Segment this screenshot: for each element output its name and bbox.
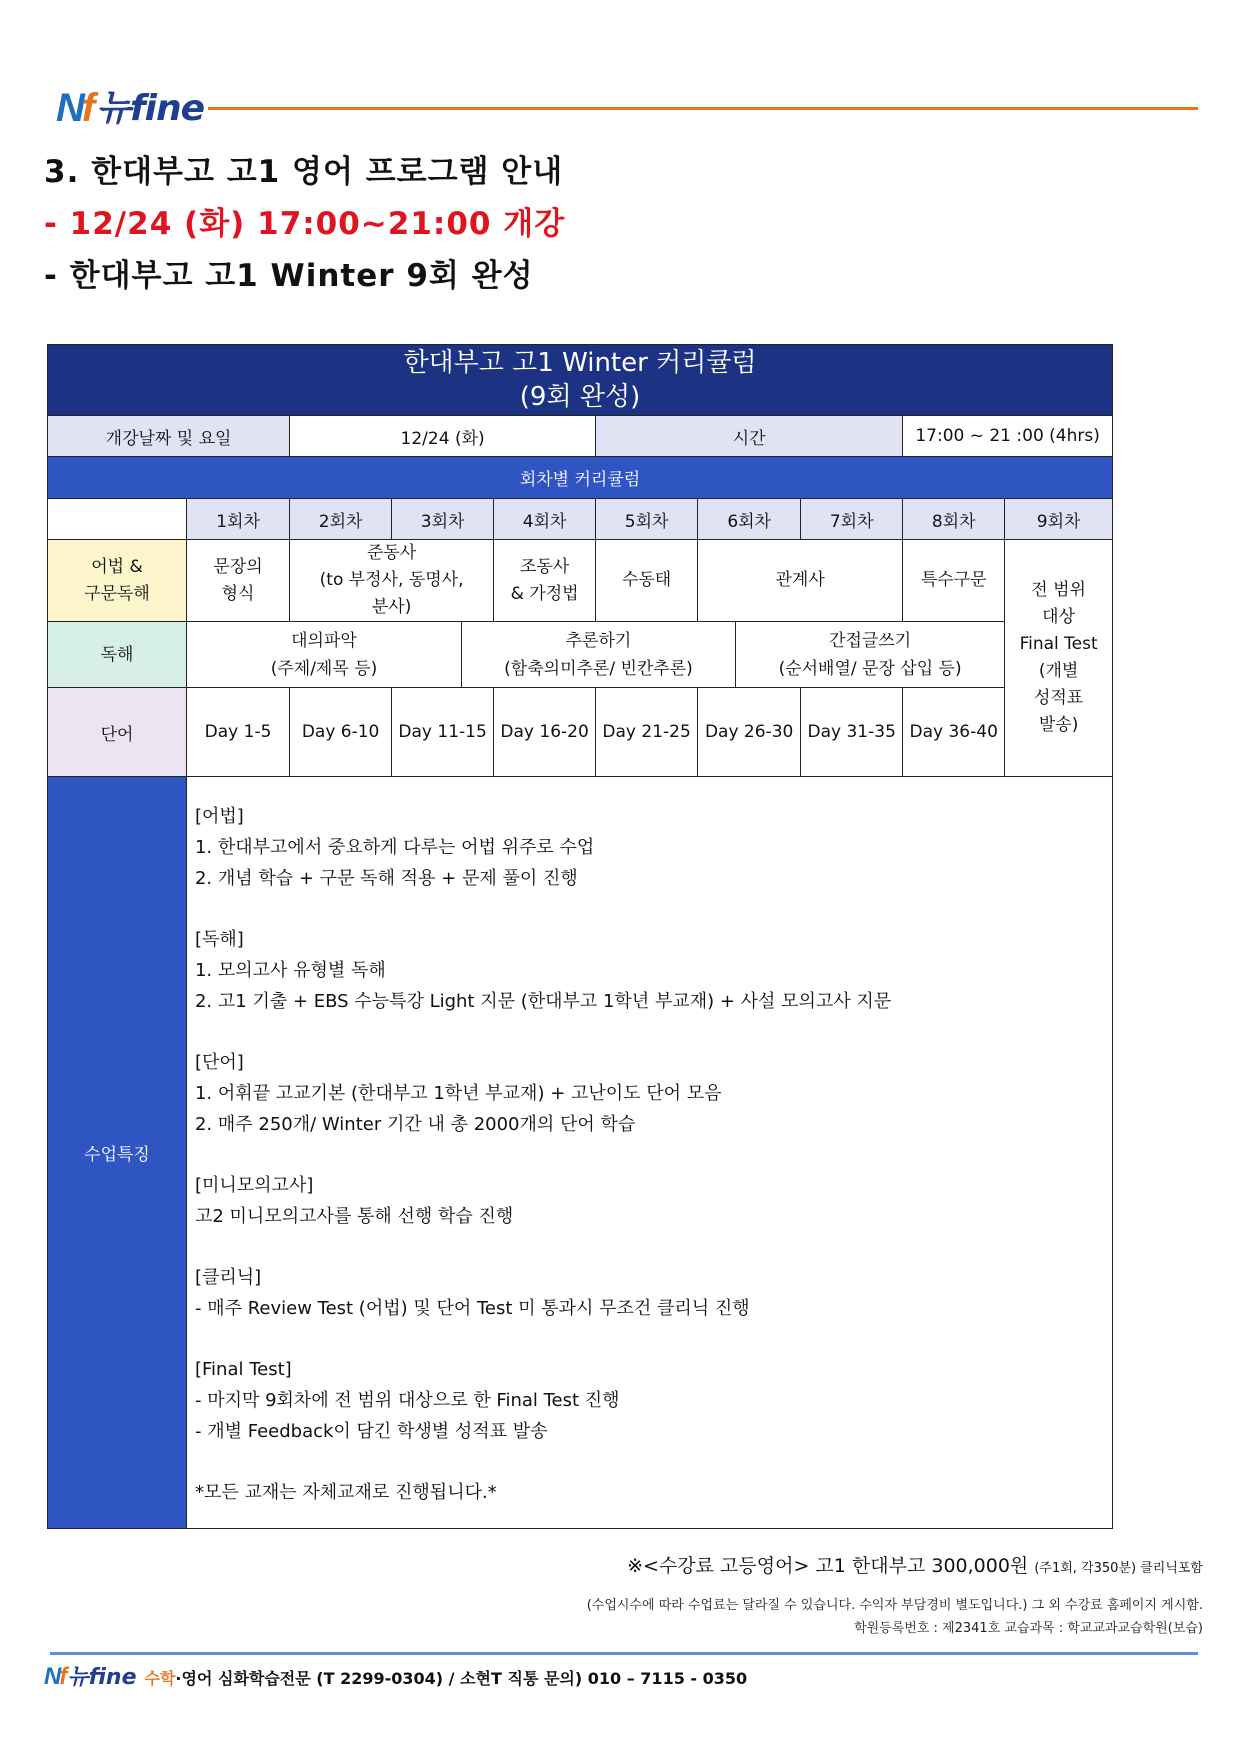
- features-vocab-heading: [단어]: [194, 1052, 244, 1073]
- features-clinic-item: - 매주 Review Test (어법) 및 단어 Test 미 통과시 무조건 클리닉 진행: [194, 1298, 750, 1319]
- features-content: [186, 777, 1112, 1529]
- final-line2: 대상: [1042, 607, 1076, 627]
- reading-b-line2: (함축의미추론/ 빈칸추론): [504, 658, 693, 679]
- round-header: 3회차: [392, 499, 494, 540]
- grammar-round1-line1: 문장의: [213, 556, 263, 577]
- grammar-round4: [494, 540, 596, 622]
- grammar-round5: 수동태: [596, 540, 698, 622]
- features-vocab-item: 2. 매주 250개/ Winter 기간 내 총 2000개의 단어 학습: [194, 1114, 636, 1135]
- reading-a-line1: 대의파악: [291, 630, 357, 651]
- vocab-day-range: Day 1-5: [186, 688, 289, 777]
- vocab-day-range: Day 11-15: [392, 688, 494, 777]
- grammar-row-label: [48, 540, 187, 622]
- tuition-note: (수업시수에 따라 수업료는 달라질 수 있습니다. 수익자 부담경비 별도입니다.) 그 외 수강료 홈페이지 게시함.: [586, 1598, 1203, 1613]
- round-header: 6회차: [698, 499, 801, 540]
- rounds-corner-cell: [48, 499, 187, 540]
- round-header: 2회차: [290, 499, 392, 540]
- spacer: [195, 1232, 1104, 1262]
- vocab-day-range: Day 36-40: [903, 688, 1005, 777]
- final-line5: 성적표: [1033, 688, 1084, 708]
- registration-note: 학원등록번호 : 제2341호 교습과목 : 학교교과교습학원(보습): [854, 1621, 1203, 1636]
- round-header: 9회차: [1005, 499, 1113, 540]
- round-header: 4회차: [494, 499, 596, 540]
- grammar-label-line1: 어법 &: [91, 556, 143, 577]
- footer-logo-mark-f: f: [59, 1663, 66, 1690]
- start-date-value: 12/24 (화): [290, 416, 596, 457]
- vocab-day-range: Day 26-30: [698, 688, 801, 777]
- features-clinic-heading: [클리닉]: [194, 1267, 262, 1288]
- final-line1: 전 범위: [1031, 580, 1086, 600]
- grammar-round1-line2: 형식: [221, 583, 255, 604]
- reading-c-line1: 간접글쓰기: [829, 630, 912, 651]
- final-line6: 발송): [1038, 715, 1079, 735]
- features-grammar-item: 2. 개념 학습 + 구문 독해 적용 + 문제 풀이 진행: [194, 868, 578, 889]
- reading-group-indirect-writing: [736, 622, 1004, 687]
- features-final-item: - 마지막 9회차에 전 범위 대상으로 한 Final Test 진행: [194, 1390, 620, 1411]
- tuition-fee-detail: (주1회, 각350분) 클리닉포함: [1034, 1561, 1203, 1576]
- curriculum-title-line1: 한대부고 고1 Winter 커리큘럼: [403, 348, 757, 378]
- features-reading-item: 1. 모의고사 유형별 독해: [194, 960, 386, 981]
- time-value: 17:00 ~ 21 :00 (4hrs): [903, 416, 1113, 457]
- features-final-heading: [Final Test]: [194, 1359, 292, 1380]
- grammar-round4-line2: & 가정법: [510, 583, 579, 604]
- curriculum-table: [47, 344, 1113, 1529]
- features-final-item: - 개별 Feedback이 담긴 학생별 성적표 발송: [194, 1421, 548, 1442]
- vocab-day-range: Day 16-20: [494, 688, 596, 777]
- footer-contact: [145, 1666, 748, 1689]
- features-grammar-item: 1. 한대부고에서 중요하게 다루는 어법 위주로 수업: [194, 837, 595, 858]
- schedule-subtitle: - 12/24 (화) 17:00~21:00 개강: [44, 206, 566, 242]
- final-line3: Final Test: [1019, 634, 1098, 654]
- grammar-round1: [186, 540, 289, 622]
- round-header: 8회차: [903, 499, 1005, 540]
- spacer: [195, 1447, 1104, 1477]
- spacer: [195, 894, 1104, 924]
- vocab-day-range: Day 6-10: [290, 688, 392, 777]
- footer-contact-text: ·영어 심화학습전문 (T 2299-0304) / 소현T 직통 문의) 010 – 7115 - 0350: [175, 1669, 748, 1688]
- curriculum-title: [48, 345, 1113, 416]
- logo-mark-n: N: [56, 86, 82, 130]
- grammar-round6-7: 관계사: [698, 540, 903, 622]
- curriculum-title-line2: (9회 완성): [519, 382, 641, 412]
- reading-c-line2: (순서배열/ 문장 삽입 등): [778, 658, 962, 679]
- round-header: 1회차: [186, 499, 289, 540]
- reading-b-line1: 추론하기: [565, 630, 632, 651]
- grammar-round2-3: [290, 540, 494, 622]
- round-curriculum-header: 회차별 커리큘럼: [48, 457, 1113, 499]
- footer-divider: [50, 1652, 1198, 1655]
- features-row-label: 수업특징: [48, 777, 187, 1529]
- footer: [44, 1660, 747, 1691]
- features-vocab-item: 1. 어휘끝 고교기본 (한대부고 1학년 부교재) + 고난이도 단어 모음: [194, 1083, 722, 1104]
- footer-logo-text: 뉴fine: [67, 1665, 137, 1690]
- program-subtitle: - 한대부고 고1 Winter 9회 완성: [44, 258, 534, 294]
- grammar-round23-line3: 분사): [371, 597, 412, 617]
- reading-group-inference: [462, 622, 736, 687]
- reading-a-line2: (주제/제목 등): [270, 658, 378, 679]
- tuition-fee: [627, 1551, 1203, 1578]
- spacer: [195, 1140, 1104, 1170]
- start-date-label: 개강날짜 및 요일: [48, 416, 290, 457]
- header-divider: [208, 107, 1198, 110]
- features-mock-heading: [미니모의고사]: [194, 1175, 314, 1196]
- spacer: [195, 1324, 1104, 1354]
- grammar-round23-line2: (to 부정사, 동명사,: [319, 570, 464, 590]
- reading-span-wrapper: [186, 622, 1004, 688]
- grammar-round8: 특수구문: [903, 540, 1005, 622]
- features-material-note: *모든 교재는 자체교재로 진행됩니다.*: [194, 1482, 497, 1503]
- features-reading-item: 2. 고1 기출 + EBS 수능특강 Light 지문 (한대부고 1학년 부교재) + 사설 모의고사 지문: [194, 991, 892, 1012]
- tuition-fee-main: ※<수강료 고등영어> 고1 한대부고 300,000원: [627, 1555, 1029, 1577]
- vocab-day-range: Day 21-25: [596, 688, 698, 777]
- logo-mark: [56, 86, 92, 131]
- vocab-row-label: 단어: [48, 688, 187, 777]
- logo-mark-f: f: [81, 86, 93, 130]
- page-title: 3. 한대부고 고1 영어 프로그램 안내: [44, 154, 564, 190]
- round-header: 7회차: [801, 499, 903, 540]
- spacer: [195, 1017, 1104, 1047]
- reading-groups: [187, 622, 1004, 687]
- reading-group-main-idea: [187, 622, 462, 687]
- features-reading-heading: [독해]: [194, 929, 244, 950]
- grammar-label-line2: 구문독해: [84, 583, 150, 604]
- final-test-cell: [1005, 540, 1113, 777]
- grammar-round23-line1: 준동사: [366, 543, 417, 563]
- footer-logo-mark: [44, 1663, 65, 1691]
- reading-row-label: 독해: [48, 622, 187, 688]
- features-grammar-heading: [어법]: [194, 806, 244, 827]
- logo-text: 뉴fine: [96, 88, 205, 129]
- brand-logo: [56, 80, 204, 131]
- vocab-day-range: Day 31-35: [801, 688, 903, 777]
- final-line4: (개별: [1038, 661, 1079, 681]
- footer-logo-mark-n: N: [44, 1663, 60, 1690]
- footer-subject-math: 수학: [144, 1669, 176, 1688]
- round-header: 5회차: [596, 499, 698, 540]
- time-label: 시간: [596, 416, 903, 457]
- features-mock-item: 고2 미니모의고사를 통해 선행 학습 진행: [194, 1206, 514, 1227]
- grammar-round4-line1: 조동사: [519, 556, 570, 577]
